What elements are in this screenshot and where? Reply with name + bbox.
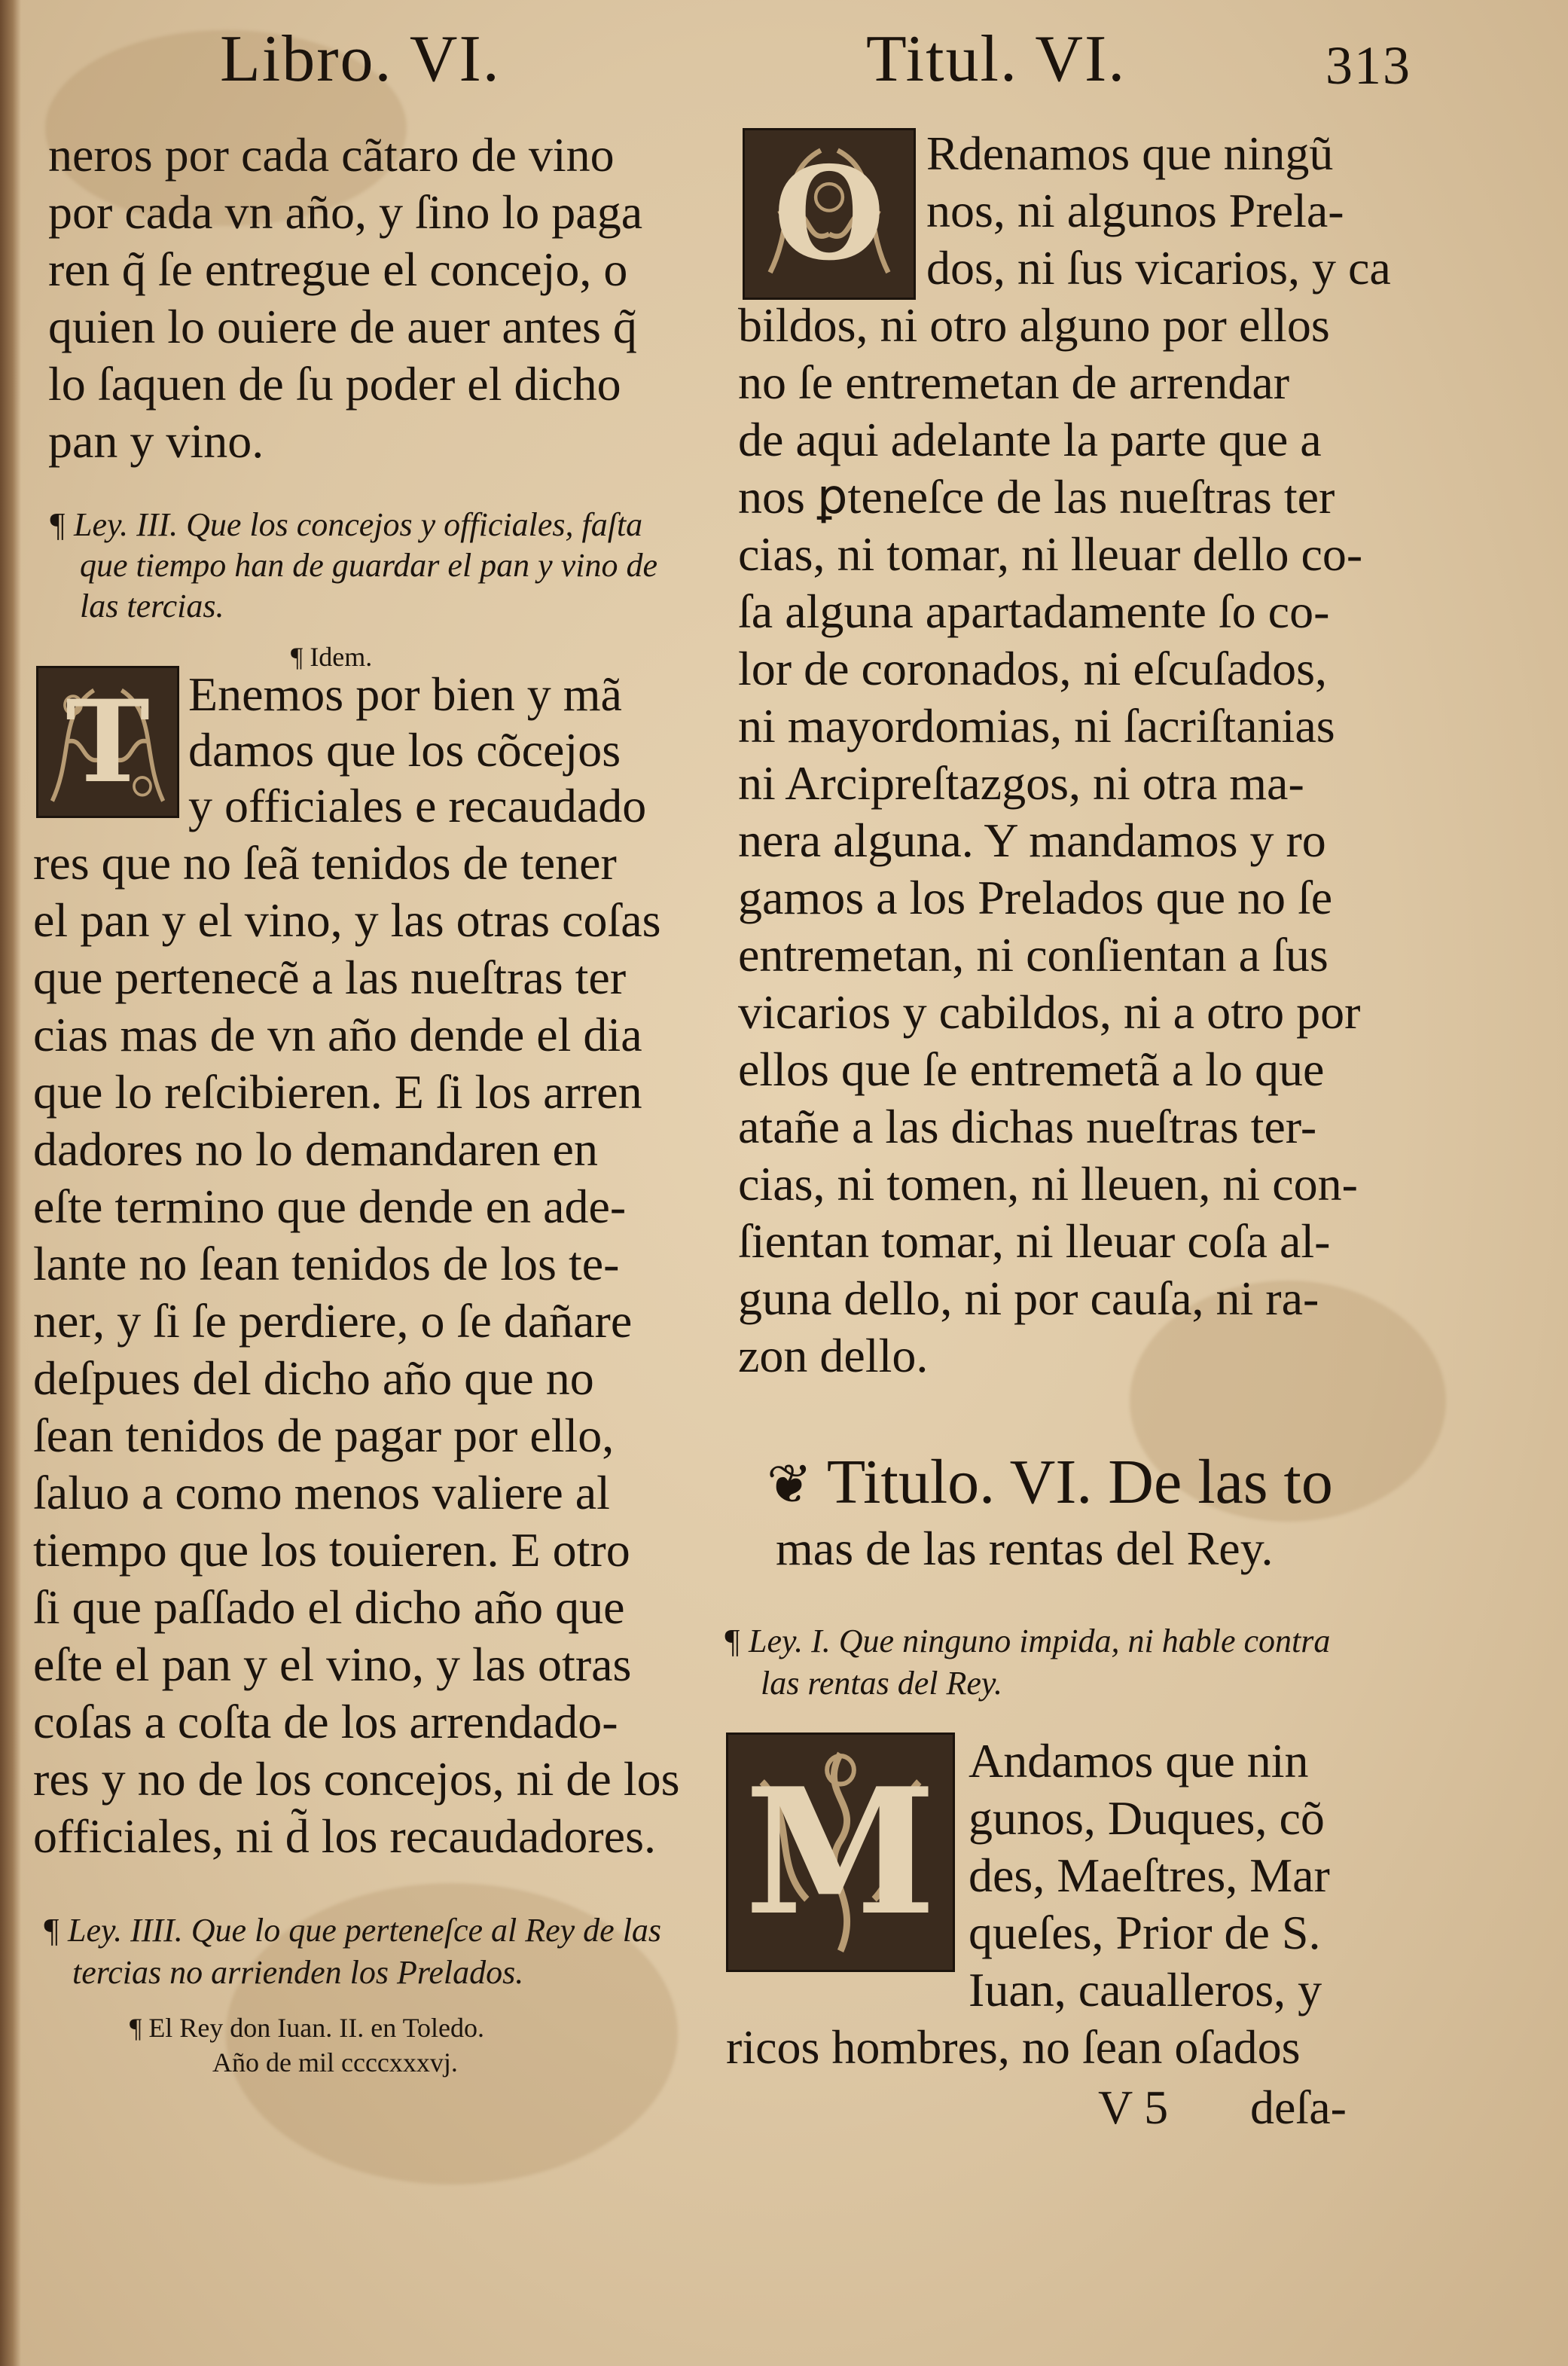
- text-line: quien lo ouiere de auer antes q̃: [48, 300, 637, 353]
- text-line: res y no de los concejos, ni de los: [33, 1752, 680, 1806]
- fleuron-icon: ❦: [767, 1455, 813, 1515]
- text-line: ni Arcipreſtazgos, ni otra ma-: [738, 756, 1304, 810]
- text-line: ſean tenidos de pagar por ello,: [33, 1409, 615, 1462]
- text-line: cias mas de vn año dende el dia: [33, 1008, 642, 1061]
- page-number: 313: [1325, 35, 1411, 96]
- text-line: que pertenecẽ a las nueſtras ter: [33, 951, 627, 1004]
- text-line: deſpues del dicho año que no: [33, 1351, 594, 1405]
- text-line: ni mayordomias, ni ſacriſtanias: [738, 699, 1335, 753]
- law-heading: tercias no arrienden los Prelados.: [72, 1954, 524, 1991]
- section-title-line2: mas de las rentas del Rey.: [776, 1522, 1274, 1575]
- text-line: que lo reſcibieren. E ſi los arren: [33, 1065, 642, 1119]
- text-line: de aqui adelante la parte que a: [738, 413, 1322, 466]
- text-line: nera alguna. Y mandamos y ro: [738, 814, 1326, 867]
- running-head-right: Titul. VI.: [866, 23, 1127, 96]
- text-line: coſas a coſta de los arrendado-: [33, 1695, 618, 1748]
- text-line: ſi que paſſado el dicho año que: [33, 1580, 625, 1634]
- text-line: lo ſaquen de ſu poder el dicho: [48, 357, 621, 411]
- initial-letter: M: [744, 1751, 937, 1954]
- text-line: nos ꝑteneſce de las nueſtras ter: [738, 470, 1335, 524]
- text-line: bildos, ni otro alguno por ellos: [738, 298, 1330, 352]
- text-line: ſa alguna apartadamente ſo co-: [738, 585, 1330, 638]
- text-line: dos, ni ſus vicarios, y ca: [926, 241, 1391, 295]
- text-line: ellos que ſe entremetã a lo que: [738, 1043, 1325, 1096]
- text-line: cias, ni tomen, ni lleuen, ni con-: [738, 1157, 1358, 1210]
- ornamental-initial: [36, 666, 179, 818]
- text-line: entremetan, ni conſientan a ſus: [738, 928, 1329, 982]
- text-line: ſientan tomar, ni lleuar coſa al-: [738, 1214, 1331, 1268]
- text-line: el pan y el vino, y las otras coſas: [33, 893, 661, 947]
- text-line: cias, ni tomar, ni lleuar dello co-: [738, 527, 1363, 581]
- source-note: ¶ Idem.: [291, 642, 373, 672]
- text-line: por cada vn año, y ſino lo paga: [48, 185, 643, 239]
- text-line: guna dello, ni por cauſa, ni ra-: [738, 1272, 1319, 1325]
- law-heading: ¶ Ley. IIII. Que lo que perteneſce al Rey de las: [42, 1912, 662, 1949]
- source-note: Año de mil ccccxxxvj.: [212, 2047, 458, 2078]
- text-line: ren q̃ ſe entregue el concejo, o: [48, 243, 628, 296]
- text-line: res que no ſeã tenidos de tener: [33, 836, 617, 890]
- text-line: officiales, ni d̃ los recaudadores.: [33, 1809, 656, 1863]
- text-line: y officiales e recaudado: [188, 779, 647, 832]
- text-line: neros por cada cãtaro de vino: [48, 128, 615, 182]
- text-line: tiempo que los touieren. E otro: [33, 1523, 630, 1577]
- law-heading: que tiempo han de guardar el pan y vino de: [80, 547, 657, 584]
- section-title: [767, 1445, 1333, 1522]
- text-line: des, Maeſtres, Mar: [969, 1849, 1330, 1902]
- text-line: lante no ſean tenidos de los te-: [33, 1237, 620, 1290]
- catchword: deſa-: [1250, 2081, 1347, 2134]
- text-line: vicarios y cabildos, ni a otro por: [738, 985, 1361, 1039]
- text-line: pan y vino.: [48, 414, 264, 468]
- text-line: queſes, Prior de S.: [969, 1906, 1321, 1959]
- text-line: lor de coronados, ni eſcuſados,: [738, 642, 1327, 695]
- text-line: dadores no lo demandaren en: [33, 1122, 598, 1176]
- ornamental-initial: [726, 1733, 955, 1972]
- running-head-left: Libro. VI.: [220, 23, 501, 96]
- signature-mark: V 5: [1098, 2081, 1169, 2134]
- section-title-line1: Titulo. VI. De las to: [826, 1447, 1333, 1517]
- law-heading: ¶ Ley. I. Que ninguno impida, ni hable contra: [723, 1623, 1331, 1659]
- text-line: ſaluo a como menos valiere al: [33, 1466, 610, 1519]
- law-heading: ¶ Ley. III. Que los concejos y officiales, faſta: [48, 506, 643, 543]
- text-line: gunos, Duques, cõ: [969, 1791, 1325, 1845]
- initial-letter: O: [773, 139, 886, 289]
- text-line: ner, y ſi ſe perdiere, o ſe dañare: [33, 1294, 633, 1348]
- text-line: gamos a los Prelados que no ſe: [738, 871, 1333, 924]
- text-line: nos, ni algunos Prela-: [926, 184, 1344, 237]
- text-line: damos que los cõcejos: [188, 723, 621, 777]
- text-line: Rdenamos que ningũ: [926, 127, 1334, 180]
- text-line: Enemos por bien y mã: [188, 667, 622, 721]
- source-note: ¶ El Rey don Iuan. II. en Toledo.: [130, 2013, 485, 2043]
- text-line: no ſe entremetan de arrendar: [738, 356, 1290, 409]
- law-heading: las rentas del Rey.: [761, 1665, 1002, 1702]
- text-line: atañe a las dichas nueſtras ter-: [738, 1100, 1317, 1153]
- ornamental-initial: [743, 128, 916, 300]
- text-line: eſte el pan y el vino, y las otras: [33, 1638, 632, 1691]
- text-line: zon dello.: [738, 1329, 929, 1382]
- initial-letter: T: [66, 676, 150, 808]
- text-line: eſte termino que dende en ade-: [33, 1180, 627, 1233]
- law-heading: las tercias.: [80, 588, 224, 624]
- text-line: Iuan, caualleros, y: [969, 1963, 1322, 2016]
- text-line: ricos hombres, no ſean oſados: [726, 2020, 1301, 2074]
- text-line: Andamos que nin: [969, 1734, 1309, 1787]
